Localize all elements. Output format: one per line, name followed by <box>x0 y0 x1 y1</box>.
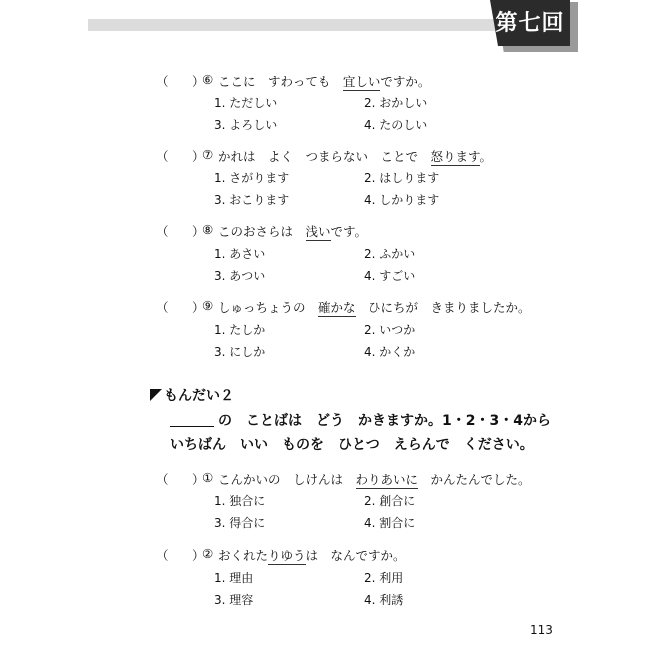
question-text <box>218 147 492 165</box>
question-text <box>218 470 531 488</box>
answer-paren-open: （ <box>156 74 169 89</box>
option-1: 1. 独合に <box>214 494 266 508</box>
instruction-text-1: の ことばは どう かきますか。1・2・3・4から <box>218 413 551 429</box>
question-text-before: このおさらは <box>218 224 306 239</box>
underlined-word: りゆう <box>268 548 306 563</box>
option-1: 1. さがります <box>214 171 290 185</box>
underlined-word: 宜しい <box>342 74 381 89</box>
option-1: 1. あさい <box>214 247 266 261</box>
option-3: 3. あつい <box>214 269 266 283</box>
answer-paren-open: （ <box>156 472 169 487</box>
option-4: 4. かくか <box>364 345 416 359</box>
header-rule <box>88 19 508 31</box>
chapter-tab <box>490 0 578 52</box>
blank-underline <box>170 413 214 427</box>
underlined-word: 確かな <box>318 300 356 315</box>
option-4: 4. たのしい <box>364 118 428 132</box>
question-text-before: しゅっちょうの <box>218 300 319 315</box>
underlined-word: 浅い <box>305 224 331 239</box>
question-text <box>218 546 406 564</box>
option-2: 2. いつか <box>364 323 416 337</box>
answer-paren-close: ） <box>192 548 205 563</box>
question-text-after: は なんですか。 <box>305 548 406 563</box>
answer-paren-open: （ <box>156 548 169 563</box>
option-3: 3. おこります <box>214 193 290 207</box>
section-marker-icon <box>150 389 162 401</box>
question-text-before: こんかいの しけんは <box>218 472 356 487</box>
question-number: ⑧ <box>202 222 214 237</box>
option-2: 2. ふかい <box>364 247 416 261</box>
question-text-after: ひにちが きまりましたか。 <box>355 300 531 315</box>
option-2: 2. 利用 <box>364 571 404 585</box>
answer-paren-close: ） <box>192 472 205 487</box>
instruction-line-1 <box>170 410 551 430</box>
option-4: 4. 利誘 <box>364 593 404 607</box>
answer-paren-close: ） <box>192 300 205 315</box>
question-text-after: 。 <box>479 149 493 164</box>
question-text-before: おくれた <box>218 548 269 563</box>
option-3: 3. にしか <box>214 345 266 359</box>
answer-paren-close: ） <box>192 74 205 89</box>
option-4: 4. 割合に <box>364 516 416 530</box>
question-text-after: ですか。 <box>380 74 431 89</box>
option-2: 2. はしります <box>364 171 440 185</box>
option-3: 3. よろしい <box>214 118 278 132</box>
question-text-before: かれは よく つまらない ことで <box>218 149 431 164</box>
option-3: 3. 理容 <box>214 593 254 607</box>
page-number: 113 <box>530 623 553 637</box>
chapter-title: 第七回 <box>495 11 565 36</box>
question-number: ② <box>202 546 214 561</box>
question-text <box>218 298 531 316</box>
option-1: 1. 理由 <box>214 571 254 585</box>
section-title: もんだい２ <box>164 388 234 404</box>
answer-paren-close: ） <box>192 149 205 164</box>
instruction-line-2: いちばん いい ものを ひとつ えらんで ください。 <box>170 437 534 453</box>
answer-paren-open: （ <box>156 149 169 164</box>
option-1: 1. たしか <box>214 323 266 337</box>
answer-paren-open: （ <box>156 300 169 315</box>
section-heading <box>150 385 234 405</box>
option-2: 2. 創合に <box>364 494 416 508</box>
answer-paren-close: ） <box>192 224 205 239</box>
question-text <box>218 72 430 90</box>
question-text-after: です。 <box>330 224 368 239</box>
option-2: 2. おかしい <box>364 96 428 110</box>
underlined-word: 怒ります <box>430 149 480 164</box>
question-number: ⑨ <box>202 298 214 313</box>
underlined-word: わりあいに <box>355 472 419 487</box>
answer-paren-open: （ <box>156 224 169 239</box>
question-text <box>218 222 367 240</box>
option-3: 3. 得合に <box>214 516 266 530</box>
question-number: ⑦ <box>202 147 214 162</box>
option-4: 4. しかります <box>364 193 440 207</box>
question-number: ⑥ <box>202 72 214 87</box>
option-1: 1. ただしい <box>214 96 278 110</box>
option-4: 4. すごい <box>364 269 416 283</box>
question-text-after: かんたんでした。 <box>418 472 531 487</box>
question-text-before: ここに すわっても <box>218 74 343 89</box>
question-number: ① <box>202 470 214 485</box>
